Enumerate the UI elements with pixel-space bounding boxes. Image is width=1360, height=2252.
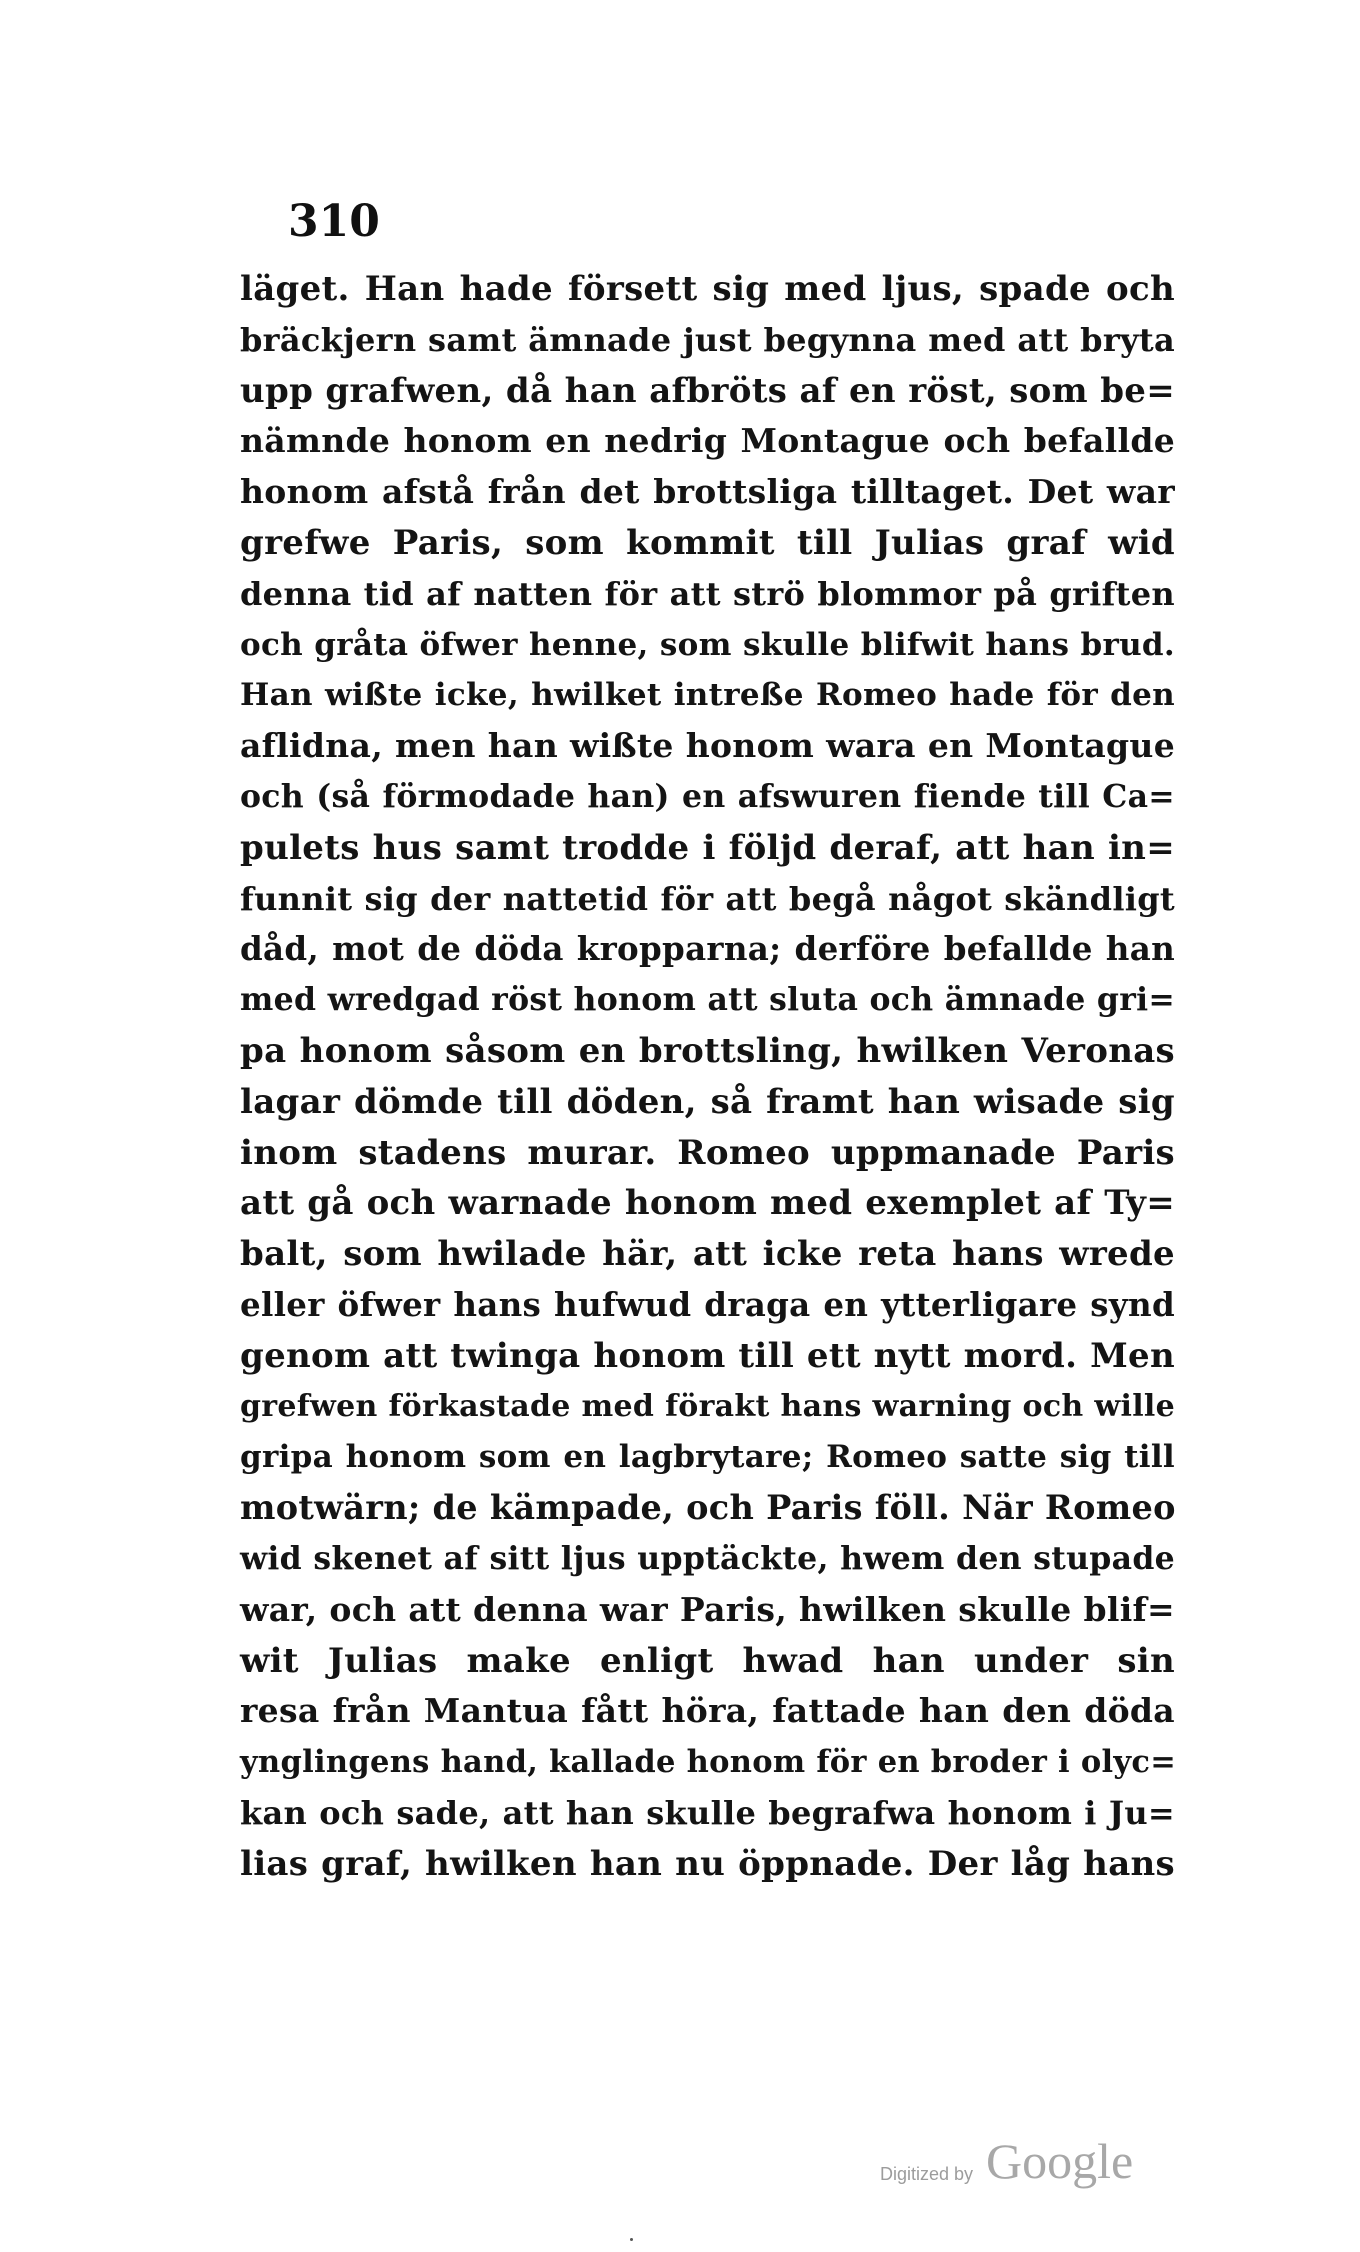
text-line: honom afstå från det brottsliga tilltaget. Det war: [240, 472, 1175, 512]
text-line: grefwe Paris, som kommit till Julias graf wid: [240, 522, 1175, 563]
text-line: lias graf, hwilken han nu öppnade. Der låg hans: [240, 1843, 1175, 1884]
text-line: wit Julias make enligt hwad han under sin: [240, 1640, 1175, 1681]
text-line: läget. Han hade försett sig med ljus, spade och: [240, 269, 1175, 309]
text-line: nämnde honom en nedrig Montague och befallde: [240, 421, 1175, 461]
text-line: gripa honom som en lagbrytare; Romeo satte sig till: [240, 1439, 1175, 1476]
digitization-watermark: [880, 2132, 1180, 2202]
text-line: pulets hus samt trodde i följd deraf, att han in=: [240, 827, 1175, 868]
text-line: funnit sig der nattetid för att begå något skändligt: [240, 879, 1175, 918]
text-line: wid skenet af sitt ljus upptäckte, hwem den stupade: [240, 1539, 1175, 1577]
scan-speck: [630, 2238, 633, 2241]
text-line: och (så förmodade han) en afswuren fiende till Ca=: [240, 777, 1175, 815]
text-line: och gråta öfwer henne, som skulle blifwit hans brud.: [240, 626, 1175, 663]
text-line: genom att twinga honom till ett nytt mord. Men: [240, 1335, 1175, 1376]
text-line: kan och sade, att han skulle begrafwa honom i Ju=: [240, 1793, 1175, 1832]
text-line: att gå och warnade honom med exemplet af Ty=: [240, 1183, 1175, 1224]
text-line: pa honom såsom en brottsling, hwilken Veronas: [240, 1030, 1175, 1071]
text-line: med wredgad röst honom att sluta och ämnade gri=: [240, 981, 1176, 1019]
text-line: war, och att denna war Paris, hwilken skulle blif=: [240, 1589, 1175, 1629]
text-line: dåd, mot de döda kropparna; derföre befallde han: [240, 929, 1175, 969]
digitized-by-label: Digitized by: [880, 2164, 974, 2184]
text-line: inom stadens murar. Romeo uppmanade Paris: [240, 1132, 1175, 1173]
text-line: lagar dömde till döden, så framt han wisade sig: [240, 1081, 1175, 1122]
google-logo: Google: [986, 2133, 1134, 2189]
text-line: ynglingens hand, kallade honom för en broder i olyc=: [240, 1744, 1177, 1781]
body-text: [240, 264, 1175, 1890]
text-line: balt, som hwilade här, att icke reta hans wrede: [240, 1234, 1175, 1275]
text-line: aflidna, men han wißte honom wara en Montague: [240, 726, 1175, 766]
text-line: Han wißte icke, hwilket intreße Romeo hade för den: [240, 677, 1175, 714]
text-line: resa från Mantua fått höra, fattade han den döda: [240, 1691, 1175, 1731]
text-line: eller öfwer hans hufwud draga en ytterligare synd: [240, 1284, 1175, 1324]
text-line: motwärn; de kämpade, och Paris föll. När Romeo: [240, 1488, 1176, 1528]
text-line: denna tid af natten för att strö blommor på griften: [240, 574, 1175, 613]
page-number: 310: [288, 196, 380, 247]
text-line: upp grafwen, då han afbröts af en röst, som be=: [240, 370, 1175, 411]
text-line: bräckjern samt ämnade just begynna med att bryta: [240, 320, 1175, 359]
text-line: grefwen förkastade med förakt hans warning och wille: [240, 1388, 1175, 1424]
